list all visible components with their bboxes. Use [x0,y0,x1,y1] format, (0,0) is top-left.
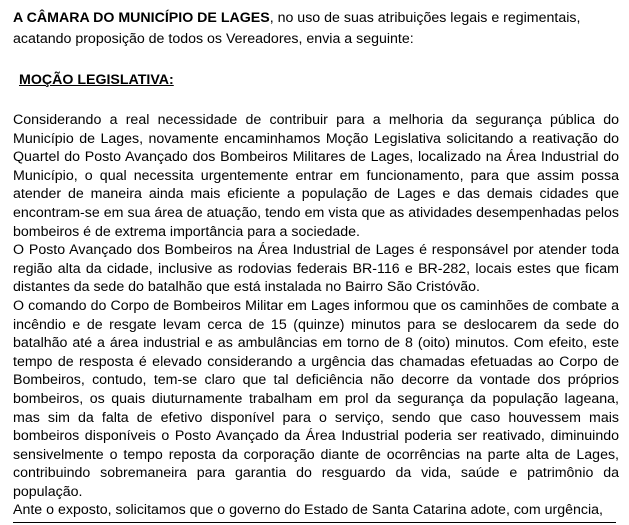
page-bottom-divider [13,522,616,523]
organization-name: A CÂMARA DO MUNICÍPIO DE LAGES [13,10,270,26]
body-paragraph: O comando do Corpo de Bombeiros Militar em Lages informou que os caminhões de combate a incêndio e de resgate levam cerca de 15 (quinze) minutos para se deslocarem da sede do batalhão até a área industrial e as ambulâncias em torno de 8 (oito) minutos. Com efeito, este tempo de resposta é elevado considerando a urgência das chamadas efetuadas ao Corpo de Bombeiros, contudo, tem-se claro que tal deficiência não decorre da vontade dos próprios bombeiros, os quais diuturnamente trabalham em prol da segurança da população lageana, mas sim da falta de efetivo disponível para o serviço, sendo que caso houvessem mais bombeiros disponíveis o Posto Avançado da Área Industrial poderia ser reativado, diminuindo sensivelmente o tempo reposta da corporação diante de ocorrências na parte alta de Lages, contribuindo sobremaneira para garantia do resguardo da vida, saúde e patrimônio da população. [13,297,619,500]
body-paragraph: Considerando a real necessidade de contribuir para a melhoria da segurança pública do Município de Lages, novamente encaminhamos Moção Legislativa solicitando a reativação do Quartel do Posto Avançado dos Bombeiros Militares de Lages, localizado na Área Industrial do Município, o qual necessita urgentemente entrar em funcionamento, para que assim possa atender de maneira ainda mais eficiente a população de Lages e das demais cidades que encontram-se em sua área de atuação, tendo em vista que as atividades desempenhadas pelos bombeiros é de extrema importância para a sociedade. [13,112,619,240]
body-text [13,111,619,520]
intro-text: , no uso de suas atribuições legais e regimentais, acatando proposição de todos os Vereadores, envia a seguinte: [13,10,581,47]
intro-paragraph [13,8,619,50]
body-paragraph: O Posto Avançado dos Bombeiros na Área Industrial de Lages é responsável por atender toda região alta da cidade, inclusive as rodovias federais BR-116 e BR-282, locais estes que ficam distantes da sede do batalhão que está instalada no Bairro São Cristóvão. [13,242,619,296]
document-heading: MOÇÃO LEGISLATIVA: [19,72,174,88]
body-paragraph: Ante o exposto, solicitamos que o governo do Estado de Santa Catarina adote, com urgência, [13,502,603,519]
document-page [13,8,619,520]
